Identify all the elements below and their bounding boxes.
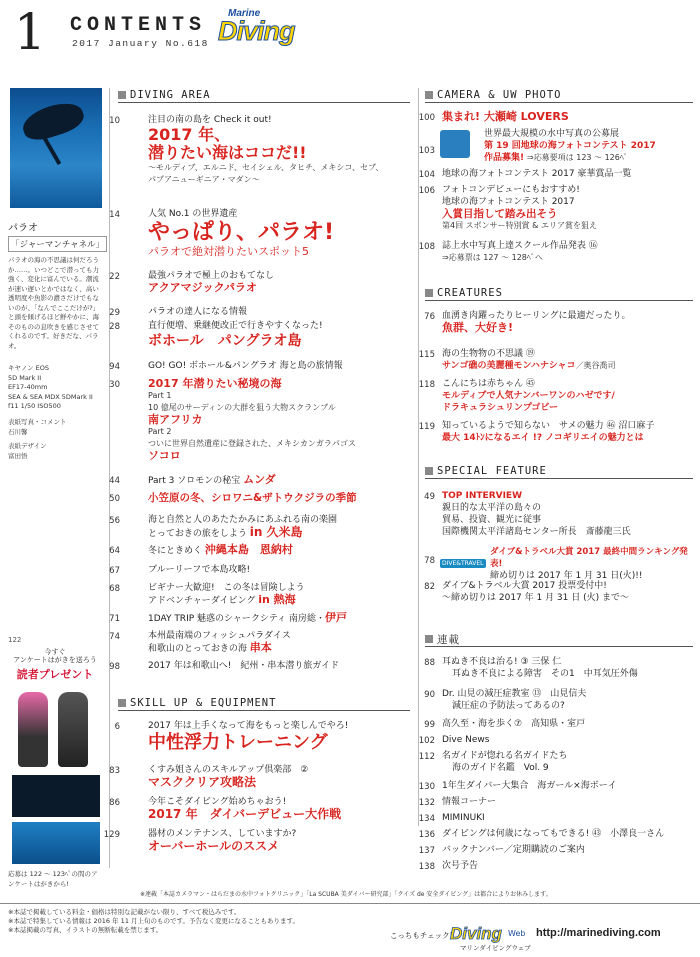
page-number: 6: [114, 722, 120, 732]
serial-note: ※連載「本誌カメラマン・はらだまの水中フォトクリニック」「La SCUBA 美ダイバー研究部」「クイズ de 安全ダイビング」は都合によりお休みします。: [140, 891, 552, 898]
page-number: 22: [109, 272, 120, 282]
toc-entry[interactable]: こんにちは赤ちゃん ㊺ モルディブで人気ナンバーワンのハゼです/ ドラキュラシュリンプゴビー: [442, 379, 615, 413]
cover-subtitle: 「ジャーマンチャネル」: [8, 236, 107, 252]
page-number: 44: [109, 476, 120, 486]
toc-entry[interactable]: 本州最南端のフィッシュパラダイス 和歌山のとっておきの海 串本: [148, 631, 291, 654]
page-number: 138: [418, 862, 435, 872]
page-number: 49: [424, 492, 435, 502]
toc-entry[interactable]: 高久至・海を歩く⑦ 高知県・室戸: [442, 719, 586, 729]
page-number: 88: [424, 658, 435, 668]
toc-entry[interactable]: 今年こそダイビング始めちゃおう! 2017 年 ダイバーデビュー大作戦: [148, 797, 342, 821]
cover-caption: パラオの海の不思議は何だろうか……。いつどこで潜っても力強く、変化に富んでいる。潮流が速い遅いとかではなく、高い透明度や魚影の濃さだけでもないのが、「なんでここだけが?」と頭を傾げるほど鮮やかに、海そのものの息吹きを感じさせてくれるのです。好きだな、パラオ。: [8, 256, 100, 350]
page-number: 104: [418, 170, 435, 180]
issue-number: 1: [14, 3, 46, 61]
section-special: SPECIAL FEATURE: [425, 464, 693, 479]
toc-entry[interactable]: MIMINUKI: [442, 813, 485, 823]
footer-divider: [0, 903, 700, 904]
page-number: 136: [418, 830, 435, 840]
toc-entry[interactable]: 器材のメンテナンス、していますか? オーバーホールのススメ: [148, 829, 297, 853]
present-wetsuits-image: [12, 690, 100, 770]
website-url: http://marinediving.com: [536, 927, 661, 939]
page-number: 94: [109, 362, 120, 372]
toc-entry[interactable]: 直行便増、乗継便改正で行きやすくなった! ボホール パングラオ島: [148, 321, 323, 349]
toc-entry[interactable]: Part 3 ソロモンの秘宝 ムンダ: [148, 473, 276, 486]
toc-entry[interactable]: 2017 年潜りたい秘境の海 Part 1 10 億尾のサーディンの大群を狙う大物スクランブル 南アフリカ Part 2 ついに世界自然遺産に登録された、メキシカンガラパゴス ソコロ: [148, 377, 356, 462]
page-number: 76: [424, 312, 435, 322]
toc-entry[interactable]: 名ガイドが惚れる名ガイドたち 海のガイド名鑑 Vol. 9: [442, 751, 568, 773]
page-number: 50: [109, 494, 120, 504]
cover-photo: [10, 88, 102, 208]
page-number: 74: [109, 632, 120, 642]
cover-title: パラオ: [8, 223, 38, 234]
present-calendar-image: [12, 822, 100, 864]
section-creatures: CREATURES: [425, 286, 693, 301]
present-gear-image: [12, 775, 100, 817]
toc-entry[interactable]: TOP INTERVIEW 親日的な太平洋の島々の 貿易、投資、観光に従事 国際機関太平洋諸島センター所長 斎藤龍三氏: [442, 491, 631, 537]
toc-entry[interactable]: 冬にときめく 沖縄本島 恩納村: [148, 543, 293, 556]
page-number: 82: [424, 582, 435, 592]
page-number: 29: [109, 308, 120, 318]
page-number: 106: [418, 186, 435, 196]
page-number: 129: [103, 830, 120, 840]
page-number: 14: [109, 210, 120, 220]
section-skill-up: SKILL UP & EQUIPMENT: [118, 696, 410, 711]
toc-entry[interactable]: フォトコンデビューにもおすすめ! 地球の海フォトコンテスト 2017 入賞目指して踏み出そう 第4回 スポンサー特別賞 & エリア賞を狙え: [442, 185, 597, 230]
page-number: 102: [418, 736, 435, 746]
page-number: 71: [109, 614, 120, 624]
toc-entry[interactable]: 耳ぬき不良は治る! ③ 三保 仁 耳ぬき不良による障害 その1 中耳気圧外傷: [442, 657, 638, 679]
dive-travel-badge: DIVE&TRAVEL: [442, 560, 484, 567]
page-number: 98: [109, 662, 120, 672]
divider: [418, 88, 419, 826]
page-number: 118: [418, 380, 435, 390]
toc-entry[interactable]: 2017 年は上手くなって海をもっと楽しんでやろ! 中性浮力トレーニング: [148, 721, 349, 753]
toc-entry[interactable]: 世界最大規模の水中写真の公募展 第 19 回地球の海フォトコンテスト 2017 作品募集! ⇒応募要項は 123 〜 126ﾍﾟ: [484, 129, 656, 163]
toc-entry[interactable]: くすみ姐さんのスキルアップ倶楽部 ② マスククリア攻略法: [148, 765, 309, 789]
section-camera: CAMERA & UW PHOTO: [425, 88, 693, 103]
toc-entry[interactable]: 海と自然と人のあたたかみにあふれる南の楽園 とっておきの旅をしよう in 久米島: [148, 515, 338, 539]
toc-entry[interactable]: ダイブ&トラベル大賞 2017 投票受付中! 〜締め切りは 2017 年 1 月 31 日 (火) まで〜: [442, 581, 629, 603]
magazine-logo: Marine Diving: [218, 8, 295, 46]
page-number: 134: [418, 814, 435, 824]
present-note: 応募は 122 〜 123ﾍﾟの間のアンケートはがきから!: [8, 870, 98, 888]
page-number: 132: [418, 798, 435, 808]
page-number: 83: [109, 766, 120, 776]
page-number: 10: [109, 116, 120, 126]
toc-entry[interactable]: ダイビングは何歳になってもできる! ㊸ 小澤良一さん: [442, 829, 665, 839]
section-diving-area: DIVING AREA: [118, 88, 410, 103]
page-number: 137: [418, 846, 435, 856]
page-number: 28: [109, 322, 120, 332]
page-number: 68: [109, 584, 120, 594]
footer-notes: ※本誌で掲載している料金・価格は特別な記載がない限り、すべて税込みです。 ※本誌で特集している情報は 2016 年 11 月上旬のものです。予告なく変更になることもあります。 ※本誌掲載の写真、イラストの無断転載を禁じます。: [8, 908, 299, 934]
page-number: 90: [424, 690, 435, 700]
present-page: 122: [8, 636, 22, 644]
toc-entry[interactable]: 海の生物物の不思議 ⑲ サンゴ礁の美麗種モンハナシャコ／奥谷喬司: [442, 349, 616, 371]
page-number: 119: [418, 422, 435, 432]
page-number: 56: [109, 516, 120, 526]
page-number: 115: [418, 350, 435, 360]
toc-entry[interactable]: 人気 No.1 の世界遺産 やっぱり、パラオ! パラオで絶対潜りたいスポット5: [148, 209, 335, 258]
cover-credits: 表紙写真・コメント 石川馨 表紙デザイン 富田悟: [8, 418, 67, 460]
toc-entry[interactable]: 次号予告: [442, 861, 479, 871]
toc-entry[interactable]: Dr. 山見の減圧症教室 ⑬ 山見信夫 減圧症の予防法ってあるの?: [442, 689, 587, 711]
toc-entry[interactable]: 誌上水中写真上達スクール作品発表 ⑯ ⇒応募票は 127 〜 128ﾍﾟへ: [442, 241, 598, 262]
toc-entry[interactable]: ブルーリーフで本島攻略!: [148, 565, 251, 575]
page-title: CONTENTS: [70, 14, 207, 37]
camera-info: キヤノン EOS 5D Mark II EF17-40mm SEA & SEA MDX 5DMark II f11 1/50 ISO500: [8, 364, 93, 410]
toc-entry[interactable]: 小笠原の冬、シロワニ&ザトウクジラの季節: [148, 492, 357, 504]
toc-entry[interactable]: 情報コーナー: [442, 797, 497, 807]
page-number: 100: [418, 113, 435, 123]
toc-entry[interactable]: 2017 年は和歌山へ! 紀州・串本潜り旅ガイド: [148, 661, 340, 671]
issue-date: 2017 January No.618: [72, 38, 209, 49]
photo-contest-logo: [440, 130, 470, 158]
page-number: 86: [109, 798, 120, 808]
toc-entry[interactable]: ダイブ&トラベル大賞 2017 最終中間ランキング発表! 締め切りは 2017 年 1 月 31 日(火)!!: [490, 547, 688, 581]
toc-entry[interactable]: 最強パラオで極上のおもてなし アクアマジックパラオ: [148, 271, 275, 294]
reader-present: 今すぐ アンケートはがきを送ろう 読者プレゼント: [13, 648, 97, 681]
toc-entry[interactable]: パラオの達人になる情報: [148, 307, 248, 317]
toc-entry[interactable]: 知っているようで知らない サメの魅力 ㊻ 沼口麻子 最大 14ﾄﾝになるエイ !? ノコギリエイの魅力とは: [442, 421, 655, 443]
page-number: 108: [418, 242, 435, 252]
page-number: 78: [424, 556, 435, 566]
web-banner[interactable]: こっちもチェック! Diving Web http://marinediving.com マリンダイビングウェブ: [390, 924, 661, 952]
page-number: 99: [424, 720, 435, 730]
section-serial: 連載: [425, 632, 693, 647]
toc-entry[interactable]: ビギナー大歓迎! この冬は冒険しよう アドベンチャーダイビング in 熱海: [148, 583, 305, 606]
toc-entry[interactable]: 集まれ! 大瀬崎 LOVERS: [442, 110, 569, 123]
page-number: 103: [418, 146, 435, 156]
toc-entry[interactable]: Dive News: [442, 735, 490, 745]
page-number: 130: [418, 782, 435, 792]
page-number: 67: [109, 566, 120, 576]
toc-entry[interactable]: 血湧き肉躍ったりヒーリングに最適だったり。 魚群、大好き!: [442, 311, 631, 334]
toc-entry[interactable]: 1DAY TRIP 魅惑のシャークシティ 南房総・伊戸: [148, 611, 347, 624]
toc-entry[interactable]: バックナンバー／定期購読のご案内: [442, 845, 585, 855]
page-number: 30: [109, 380, 120, 390]
toc-entry[interactable]: GO! GO! ボホール&パングラオ 海と島の旅情報: [148, 361, 343, 371]
toc-entry[interactable]: 1年生ダイバー大集合 海ガール×海ボーイ: [442, 781, 617, 791]
toc-entry[interactable]: 注目の南の島を Check it out! 2017 年、 潜りたい海はココだ!! 〜モルディブ、エルニド、セイシェル、タヒチ、メキシコ、セブ、 パプアニューギニア・マダン〜: [148, 115, 384, 184]
page-number: 112: [418, 752, 435, 762]
page-number: 64: [109, 546, 120, 556]
toc-entry[interactable]: 地球の海フォトコンテスト 2017 豪華賞品一覧: [442, 169, 632, 179]
